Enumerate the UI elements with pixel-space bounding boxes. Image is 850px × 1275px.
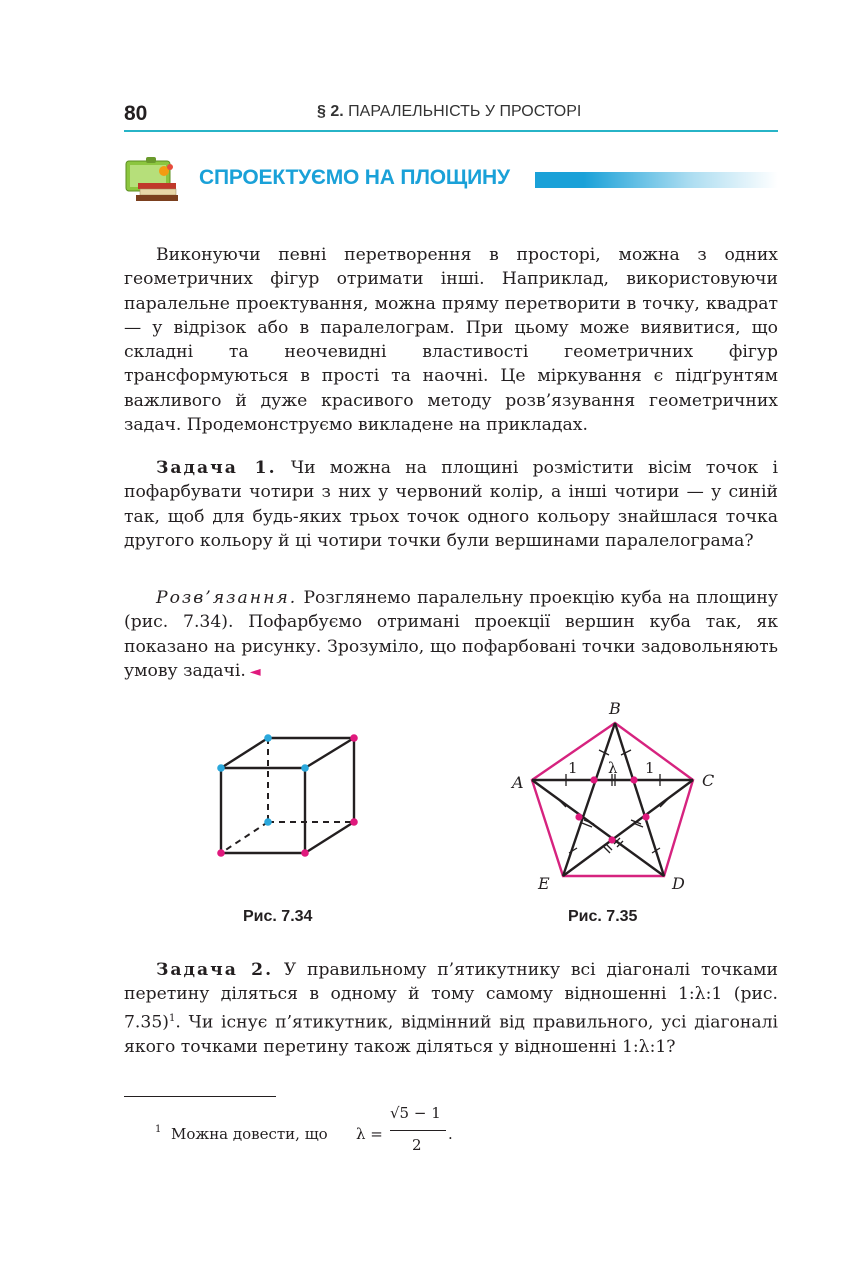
intro-text: Виконуючи певні перетворення в просторі, можна з одних геометричних фігур отримати інші. Наприклад, використовуючи паралельне проектування, можна пряму перетворити в точку, квадрат — у відрізок або в паралелограм. При цьому може виявитися, що складні та неочевидні властивості геометричних фігур трансформуються в прості та наочні. Це міркування є підґрунтям важливого й дуже красивого методу розв’язування геометричних задач. Продемонструємо викладене на прикладах. <box>124 245 778 436</box>
solution-text: Розглянемо паралельну проекцію куба на площину (рис. 7.34). Пофарбуємо отримані проекції вершин куба так, як показано на рисунку. Зрозуміло, що пофарбовані точки задовольняють умову задачі. <box>124 588 778 681</box>
footnote-mark: 1 <box>155 1124 162 1135</box>
figure-pentagon <box>500 695 730 900</box>
segment-label-1-left: 1 <box>568 759 578 777</box>
page-header <box>124 100 778 132</box>
intersection-point <box>590 776 597 783</box>
formula-denominator: 2 <box>412 1136 422 1154</box>
task1-paragraph <box>124 456 778 553</box>
cube-edge <box>305 738 354 768</box>
blue-point <box>264 734 272 742</box>
footnote-reference: 1 <box>168 1012 176 1024</box>
solution-label: Розв’язання. <box>156 588 298 608</box>
running-title <box>317 103 581 121</box>
section-title: СПРОЕКТУЄМО НА ПЛОЩИНУ <box>199 166 510 189</box>
vertex-label-e: E <box>538 874 550 893</box>
blue-point <box>264 818 272 826</box>
task1-label: Задача 1. <box>156 458 277 478</box>
formula-numerator: √5 − 1 <box>390 1104 441 1122</box>
red-point <box>301 849 309 857</box>
vertex-label-a: A <box>512 773 524 792</box>
vertex-label-c: C <box>702 771 715 790</box>
blue-point <box>301 764 309 772</box>
figure-cube <box>200 720 380 870</box>
page-number: 80 <box>124 102 148 125</box>
segment-label-1-right: 1 <box>645 759 655 777</box>
cube-hidden-edge <box>221 822 268 853</box>
red-point <box>217 849 225 857</box>
footnote-text: Можна довести, що <box>171 1125 328 1143</box>
blue-point <box>217 764 225 772</box>
footnote-divider <box>124 1096 276 1097</box>
segment-label-lambda: λ <box>608 759 618 777</box>
cube-edge <box>221 738 268 768</box>
task2-text-before: У правильному п’ятикутнику всі діагоналі точками перетину діляться в одному й тому самому відношенні 1:λ:1 (рис. 7.35) <box>124 960 778 1033</box>
red-point <box>350 818 358 826</box>
intersection-point <box>608 836 615 843</box>
lambda-formula <box>356 1104 466 1160</box>
title-decoration-bar <box>535 172 778 188</box>
task2-label: Задача 2. <box>156 960 274 980</box>
formula-period: . <box>448 1125 453 1143</box>
solution-paragraph <box>124 586 778 684</box>
intersection-point <box>575 813 582 820</box>
end-of-proof-icon: ◄ <box>249 663 261 680</box>
red-point <box>350 734 358 742</box>
formula-lhs: λ = <box>356 1125 383 1143</box>
fraction-bar <box>390 1130 446 1131</box>
intersection-point <box>642 813 649 820</box>
figure-7-35-caption: Рис. 7.35 <box>568 908 638 925</box>
books-icon <box>124 155 180 203</box>
section-number: § 2. <box>317 103 344 120</box>
footnote <box>155 1104 555 1160</box>
vertex-label-b: B <box>609 699 621 718</box>
task2-paragraph <box>124 958 778 1059</box>
section-name: ПАРАЛЕЛЬНІСТЬ У ПРОСТОРІ <box>348 103 582 120</box>
task2-text-after: . Чи існує п’ятикутник, відмінний від правильного, усі діагоналі якого точками перетину також діляться у відношенні 1:λ:1? <box>124 1012 778 1057</box>
figure-7-34-caption: Рис. 7.34 <box>243 908 313 925</box>
vertex-label-d: D <box>672 874 685 893</box>
cube-edge <box>305 822 354 853</box>
pentagon-outline <box>532 723 693 876</box>
intersection-point <box>630 776 637 783</box>
task1-text: Чи можна на площині розмістити вісім точок і пофарбувати чотири з них у червоний колір, а інші чотири — у синій так, щоб для будь-яких трьох точок одного кольору знайшлася точка другого кольору й ці чотири точки були вершинами паралелограма? <box>124 458 778 551</box>
intro-paragraph <box>124 243 778 437</box>
